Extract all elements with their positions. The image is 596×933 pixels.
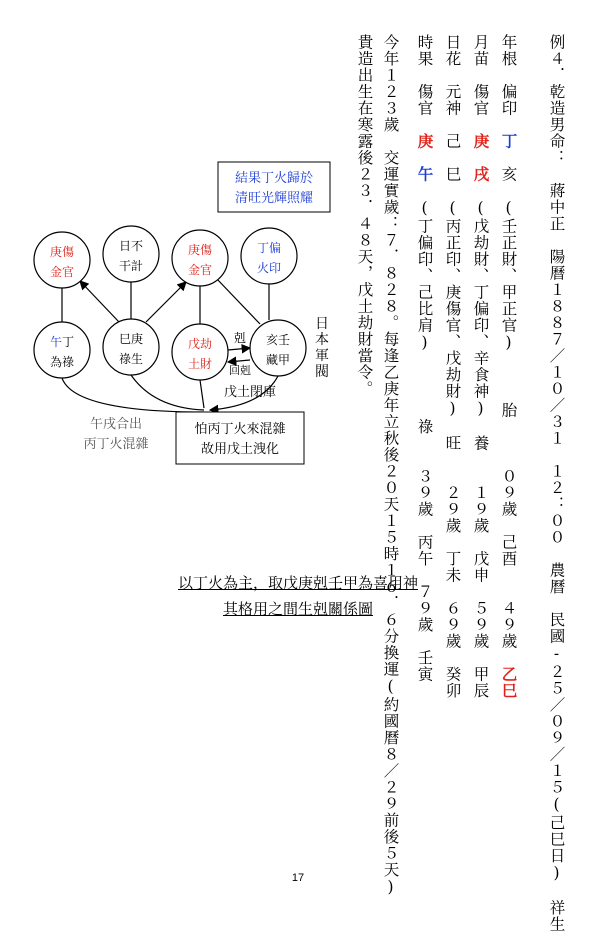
wutu-label: 戊土閉庫	[224, 385, 277, 400]
caption-line-2: 其格用之間生剋關係圖	[222, 600, 373, 618]
arrow	[80, 281, 119, 322]
circle-label: 火印	[256, 261, 282, 275]
strategy-box-line: 故用戊土洩化	[200, 442, 280, 457]
text-run: (戊劫財、丁偏印、辛食神) 養 １９歲 戊申 ５９歲 甲辰	[471, 182, 490, 699]
circle-label: 巳庚	[118, 332, 144, 346]
text-run: 戌	[471, 166, 491, 183]
text-run: 日花 元神 己 巳 (丙正印、庚傷官、戊劫財) 旺 ２９歲 丁未 ６９歲 癸卯	[443, 34, 462, 699]
circle-label: 庚傷	[49, 245, 75, 259]
text-column	[382, 34, 398, 897]
text-run: 時果 傷官	[415, 34, 434, 133]
japan-label-char: 軍	[315, 348, 329, 364]
text-run: 午	[415, 166, 435, 183]
text-run: (丁偏印、己比肩) 祿 ３９歲 丙午 ７９歲 壬寅	[415, 182, 434, 683]
text-run: 年根 偏印	[499, 34, 518, 133]
arrow	[146, 282, 186, 322]
circle-label: 金官	[49, 265, 75, 279]
circle-label: 為祿	[49, 355, 75, 369]
circle-label: 午丁	[49, 335, 75, 349]
result-box-line: 清旺光輝照耀	[234, 191, 314, 206]
wuxu-label: 丙丁火混雜	[83, 437, 149, 452]
huike-label: 回剋	[229, 364, 251, 377]
text-run: 例４．乾造男命： 蔣中正 陽曆１８８７／１０／３１ １２：００ 農曆 民國-２５／０９／１５(己巳日) 祥生	[547, 34, 566, 933]
text-run: 貴造出生在寒露後２３．４８天，戊土劫財當令。	[355, 34, 374, 397]
result-box-line: 結果丁火歸於	[234, 171, 314, 186]
text-run	[416, 150, 434, 167]
circle-label: 土財	[187, 357, 213, 371]
circle-label: 戊劫	[187, 337, 213, 351]
circle-label: 丁偏	[256, 241, 282, 255]
element-circle	[103, 226, 159, 282]
element-circle	[241, 228, 297, 284]
page-number: 17	[291, 872, 305, 884]
connector-curve	[131, 375, 204, 410]
circle-label: 日不	[118, 239, 144, 253]
circle-label: 金官	[187, 263, 213, 277]
element-circle	[172, 324, 228, 380]
text-column	[548, 34, 564, 933]
connector-line	[216, 278, 260, 324]
text-run: 乙巳	[499, 666, 519, 699]
circle-label: 干計	[118, 259, 144, 273]
strategy-box-line: 怕丙丁火來混雜	[194, 422, 286, 437]
element-circle	[172, 230, 228, 286]
text-column	[356, 34, 372, 397]
text-run: 亥 (壬正財、甲正官) 胎 ０９歲 己酉 ４９歲	[499, 149, 518, 666]
element-circle	[103, 319, 159, 375]
relationship-diagram	[14, 150, 344, 490]
text-run: 丁	[499, 133, 519, 150]
caption-line-1: 以丁火為主，取戊庚剋壬甲為喜用神	[177, 574, 418, 592]
japan-label-char: 本	[315, 332, 329, 348]
arrow	[228, 348, 250, 350]
japan-label-char: 閥	[315, 364, 329, 380]
element-circle	[250, 320, 306, 376]
circle-label: 祿生	[118, 352, 144, 366]
element-circle	[34, 232, 90, 288]
text-run: 庚	[415, 133, 435, 150]
text-run: 月苗 傷官	[471, 34, 490, 133]
text-run	[472, 150, 490, 167]
arrow	[228, 360, 250, 362]
connector-curve	[200, 380, 204, 408]
text-run: 庚	[471, 133, 491, 150]
text-run: 今年１２３歲 交運實歲：７．８２８。每逢乙庚年立秋後２０天１５時１６．６分換運(約國曆８／２９前後５天)	[381, 34, 400, 897]
circle-label: 亥壬	[265, 333, 291, 347]
element-circle	[34, 322, 90, 378]
japan-label-char: 日	[315, 316, 329, 332]
wuxu-label: 午戌合出	[89, 417, 143, 432]
circle-label: 藏甲	[265, 353, 291, 367]
circle-label: 庚傷	[187, 243, 213, 257]
ke-label: 剋	[233, 331, 247, 345]
